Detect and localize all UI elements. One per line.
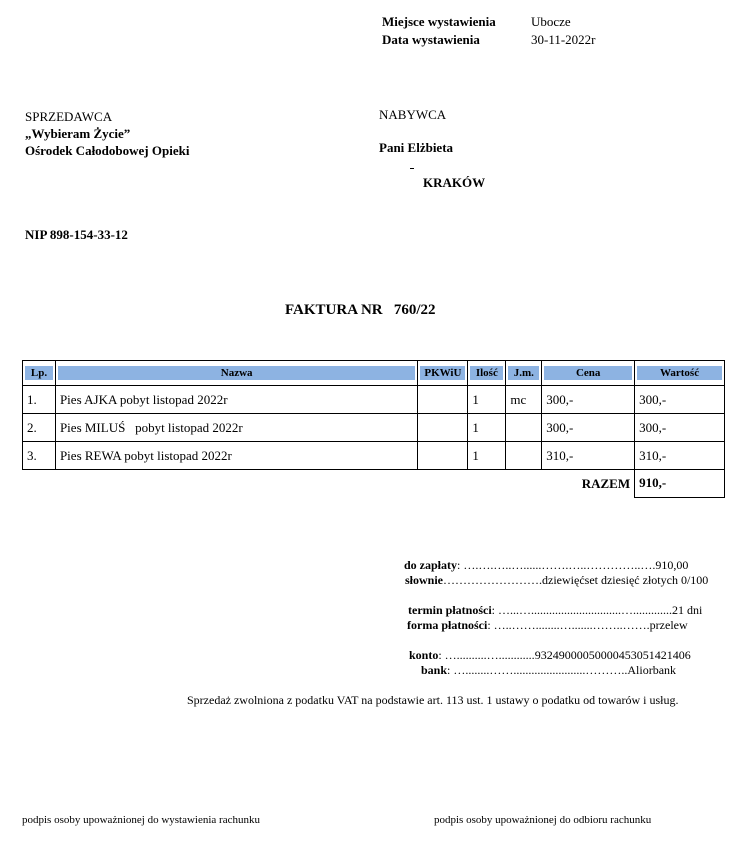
- payment-form: [407, 618, 688, 633]
- table-row: [23, 386, 725, 414]
- seller-heading: SPRZEDAWCA: [25, 109, 113, 124]
- payment-account: [409, 648, 691, 663]
- payment-account-dots: : …..........…............: [438, 648, 535, 662]
- payment-words: [405, 573, 708, 588]
- issue-date-value: 30-11-2022r: [531, 32, 596, 47]
- payment-due-label: do zapłaty: [404, 558, 458, 572]
- buyer-city: KRAKÓW: [423, 175, 486, 190]
- payment-account-value: 93249000050000453051421406: [534, 648, 691, 662]
- cell-unit: mc: [506, 386, 542, 414]
- cell-name: Pies MILUŚ pobyt listopad 2022r: [55, 414, 417, 442]
- payment-bank-dots: : …........……........................………..: [447, 663, 628, 677]
- signature-issuer: podpis osoby upoważnionej do wystawienia rachunku: [22, 814, 260, 826]
- seller-nip: NIP 898-154-33-12: [25, 227, 128, 242]
- cell-qty: 1: [468, 414, 506, 442]
- col-header-pkwiu: PKWiU: [420, 366, 465, 380]
- cell-lp: 2.: [23, 414, 56, 442]
- cell-price: 300,-: [542, 386, 635, 414]
- issue-place-label: Miejsce wystawienia: [382, 14, 496, 29]
- cell-lp: 3.: [23, 442, 56, 470]
- payment-account-label: konto: [409, 648, 439, 662]
- cell-unit: [506, 414, 542, 442]
- cell-name: Pies AJKA pobyt listopad 2022r: [55, 386, 417, 414]
- payment-words-label: słownie: [405, 573, 444, 587]
- total-row: [23, 470, 725, 498]
- payment-term-dots: : …...…..............................….............: [491, 603, 673, 617]
- payment-words-dots: …………………….: [443, 573, 543, 587]
- total-value: 910,-: [635, 470, 725, 498]
- issue-place-value: Ubocze: [531, 14, 571, 29]
- cell-qty: 1: [468, 386, 506, 414]
- cell-qty: 1: [468, 442, 506, 470]
- cell-pkwiu: [418, 414, 468, 442]
- payment-term-value: 21 dni: [672, 603, 703, 617]
- cell-value: 300,-: [635, 386, 725, 414]
- total-label: RAZEM: [581, 475, 631, 491]
- vat-note: Sprzedaż zwolniona z podatku VAT na podstawie art. 113 ust. 1 ustawy o podatku od towarów i usług.: [187, 693, 679, 707]
- seller-name: „Wybieram Życie”: [25, 126, 131, 141]
- cell-name: Pies REWA pobyt listopad 2022r: [55, 442, 417, 470]
- items-table: [22, 360, 725, 498]
- payment-form-value: przelew: [649, 618, 688, 632]
- table-header-row: [23, 361, 725, 386]
- col-header-value: Wartość: [637, 366, 722, 380]
- payment-due-value: 910,00: [655, 558, 689, 572]
- buyer-heading: NABYWCA: [379, 107, 447, 122]
- payment-form-label: forma płatności: [407, 618, 488, 632]
- col-header-price: Cena: [544, 366, 632, 380]
- signature-receiver: podpis osoby upoważnionej do odbioru rachunku: [434, 814, 652, 826]
- issue-date-label: Data wystawienia: [382, 32, 480, 47]
- table-row: [23, 414, 725, 442]
- cell-price: 310,-: [542, 442, 635, 470]
- invoice-title: FAKTURA NR 760/22: [285, 302, 436, 318]
- payment-bank-value: Aliorbank: [627, 663, 677, 677]
- col-header-unit: J.m.: [508, 366, 539, 380]
- cell-pkwiu: [418, 442, 468, 470]
- cell-value: 300,-: [635, 414, 725, 442]
- payment-term: [408, 603, 702, 618]
- payment-form-dots: : …..……........….......……..…….: [487, 618, 650, 632]
- cell-value: 310,-: [635, 442, 725, 470]
- payment-due-dots: : ….….…..…......…….…..…………..….: [457, 558, 656, 572]
- payment-bank-label: bank: [421, 663, 448, 677]
- payment-term-label: termin płatności: [408, 603, 492, 617]
- payment-bank: [421, 663, 676, 678]
- payment-words-value: dziewięćset dziesięć złotych 0/100: [542, 573, 709, 587]
- buyer-mark: [410, 168, 414, 169]
- col-header-name: Nazwa: [58, 366, 415, 380]
- table-row: [23, 442, 725, 470]
- payment-due: [404, 558, 688, 573]
- seller-org: Ośrodek Całodobowej Opieki: [25, 143, 190, 158]
- cell-price: 300,-: [542, 414, 635, 442]
- col-header-qty: Ilość: [470, 366, 503, 380]
- cell-pkwiu: [418, 386, 468, 414]
- buyer-name: Pani Elżbieta: [379, 140, 454, 155]
- cell-lp: 1.: [23, 386, 56, 414]
- col-header-lp: Lp.: [25, 366, 53, 380]
- cell-unit: [506, 442, 542, 470]
